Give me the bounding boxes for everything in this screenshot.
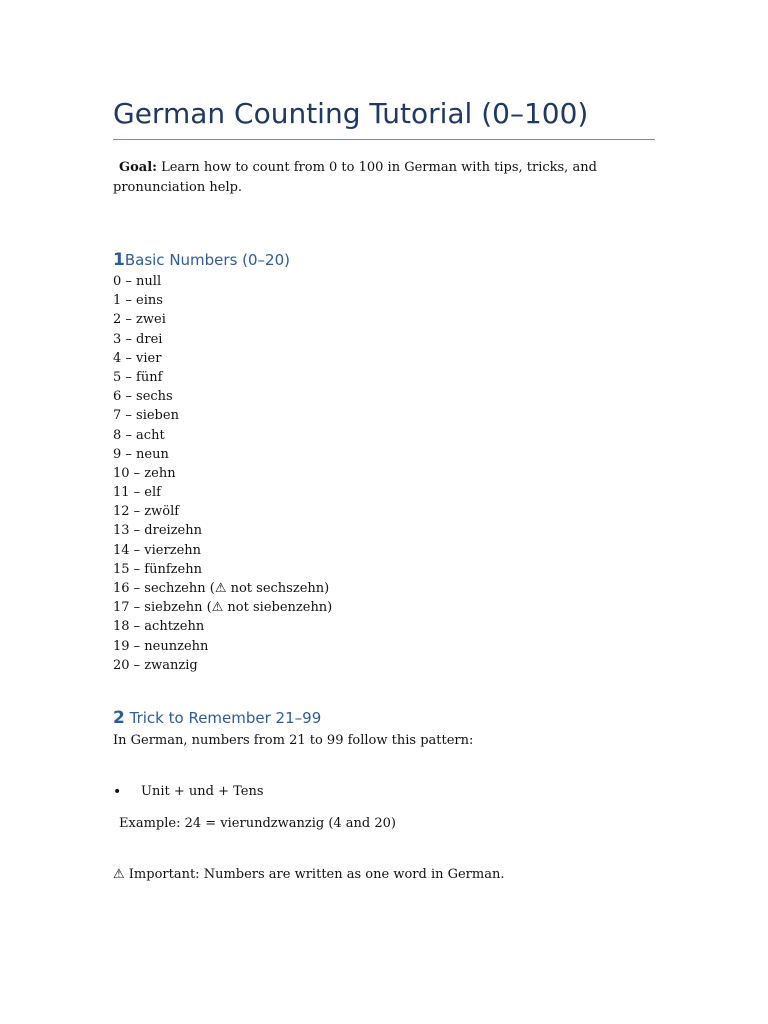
number-list-item: 14 – vierzehn — [113, 542, 202, 558]
section-number: 1 — [113, 250, 125, 270]
number-list-item: 3 – drei — [113, 331, 163, 347]
number-list-item: 16 – sechzehn (⚠ not sechszehn) — [113, 581, 330, 596]
section-number: 2 — [113, 708, 125, 728]
number-list-item: 8 – acht — [113, 427, 165, 443]
number-list-item: 10 – zehn — [113, 465, 176, 481]
number-list-item: 2 – zwei — [113, 312, 166, 328]
important-note: ⚠ Important: Numbers are written as one word in German. — [113, 867, 505, 882]
title-underline — [113, 139, 655, 140]
numbers-list — [113, 272, 332, 675]
number-list-item: 0 – null — [113, 274, 162, 289]
number-list-item: 20 – zwanzig — [113, 657, 198, 673]
number-list-item: 4 – vier — [113, 350, 162, 366]
page-title: German Counting Tutorial (0–100) — [113, 97, 589, 130]
pattern-intro: In German, numbers from 21 to 99 follow this pattern: — [113, 733, 474, 748]
number-list-item: 15 – fünfzehn — [113, 561, 202, 577]
number-list-item: 13 – dreizehn — [113, 523, 202, 539]
number-list-item: 19 – neunzehn — [113, 638, 209, 654]
section-heading-text: Basic Numbers (0–20) — [124, 251, 290, 269]
section-heading-trick — [113, 708, 321, 728]
number-list-item: 12 – zwölf — [113, 504, 180, 520]
section-heading-text: Trick to Remember 21–99 — [129, 709, 322, 727]
goal-text: Learn how to count from 0 to 100 in German with tips, tricks, and pronunciation help. — [113, 160, 597, 195]
number-list-item: 6 – sechs — [113, 389, 173, 405]
goal-label: Goal: — [119, 160, 157, 175]
number-list-item: 7 – sieben — [113, 408, 179, 424]
goal-paragraph — [113, 158, 653, 198]
bullet-marker: • — [113, 784, 122, 800]
pattern-bullet-text: Unit + und + Tens — [141, 784, 264, 799]
number-list-item: 18 – achtzehn — [113, 619, 205, 635]
number-list-item: 9 – neun — [113, 446, 169, 462]
example-text: Example: 24 = vierundzwanzig (4 and 20) — [119, 816, 396, 831]
section-heading-basic-numbers — [113, 250, 290, 270]
number-list-item: 11 – elf — [113, 485, 161, 501]
number-list-item: 17 – siebzehn (⚠ not siebenzehn) — [113, 600, 333, 616]
number-list-item: 1 – eins — [113, 293, 163, 309]
number-list-item: 5 – fünf — [113, 369, 163, 385]
